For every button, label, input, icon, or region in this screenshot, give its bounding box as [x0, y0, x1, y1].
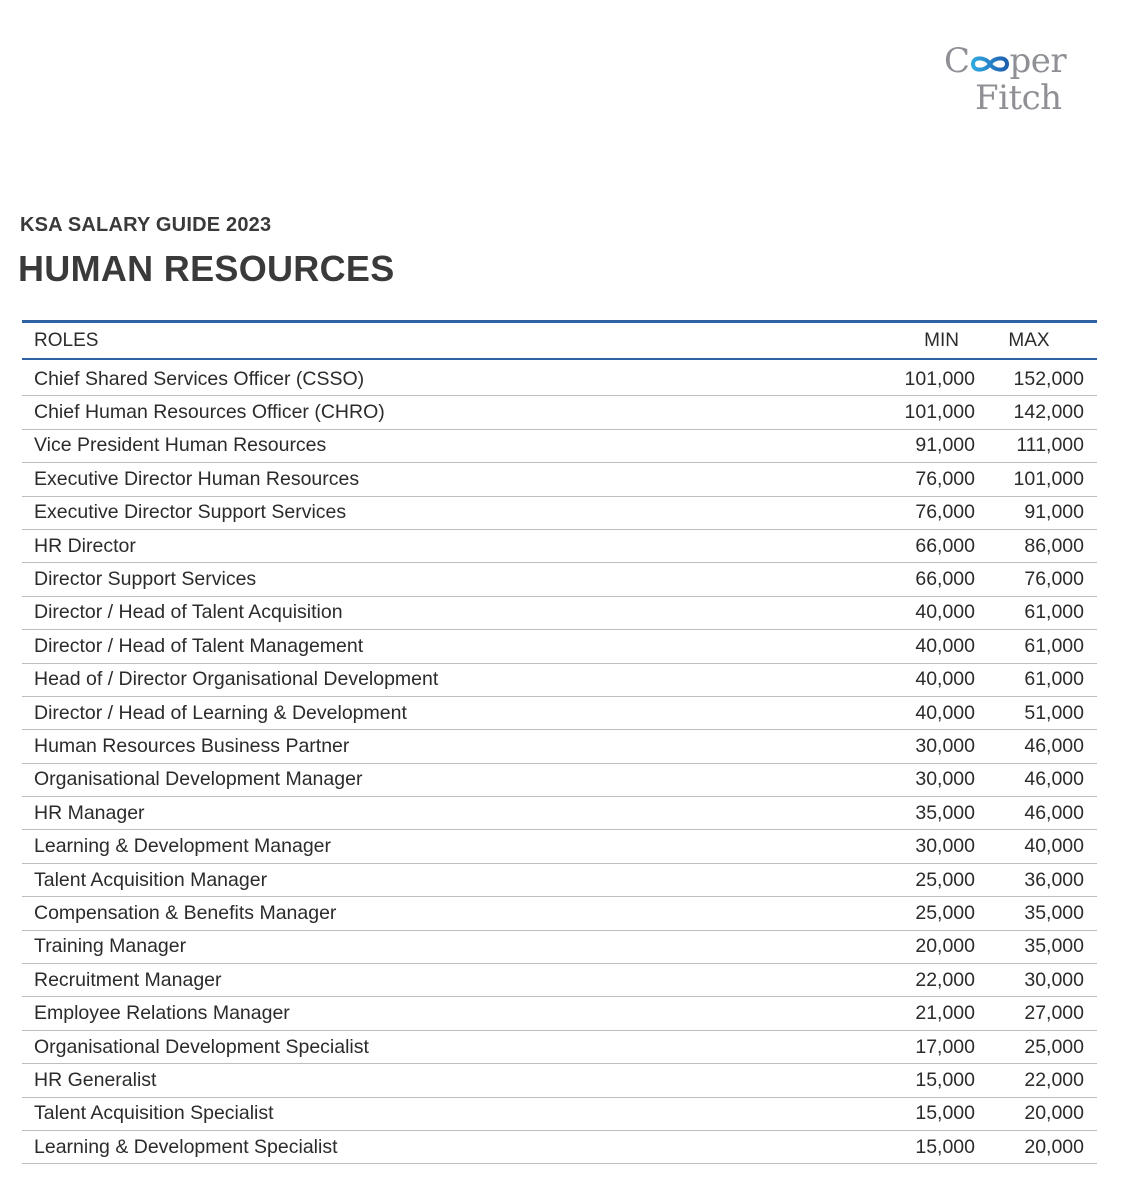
min-cell: 91,000: [915, 434, 975, 457]
role-cell: Learning & Development Manager: [34, 835, 332, 858]
table-row: [22, 730, 1097, 763]
max-cell: 152,000: [1013, 367, 1084, 390]
table-row: [22, 697, 1097, 730]
max-cell: 46,000: [1024, 801, 1084, 824]
role-cell: Employee Relations Manager: [34, 1002, 290, 1025]
salary-table: [22, 320, 1097, 1164]
table-row: [22, 830, 1097, 863]
role-cell: Learning & Development Specialist: [34, 1135, 338, 1158]
min-cell: 30,000: [915, 768, 975, 791]
max-cell: 46,000: [1024, 734, 1084, 757]
logo-letters-per: per: [1009, 41, 1067, 81]
max-cell: 86,000: [1024, 534, 1084, 557]
column-header-roles: ROLES: [34, 329, 99, 351]
role-cell: Compensation & Benefits Manager: [34, 901, 337, 924]
min-cell: 66,000: [915, 568, 975, 591]
max-cell: 30,000: [1024, 968, 1084, 991]
table-row: [22, 563, 1097, 596]
max-cell: 61,000: [1024, 601, 1084, 624]
table-row: [22, 396, 1097, 429]
logo-line-cooper: [944, 41, 1094, 81]
table-row: [22, 1098, 1097, 1131]
min-cell: 66,000: [915, 534, 975, 557]
max-cell: 35,000: [1024, 901, 1084, 924]
min-cell: 21,000: [915, 1002, 975, 1025]
table-row: [22, 1064, 1097, 1097]
min-cell: 20,000: [915, 935, 975, 958]
role-cell: Organisational Development Manager: [34, 768, 363, 791]
max-cell: 27,000: [1024, 1002, 1084, 1025]
role-cell: HR Generalist: [34, 1068, 157, 1091]
max-cell: 101,000: [1013, 467, 1084, 490]
min-cell: 22,000: [915, 968, 975, 991]
role-cell: HR Manager: [34, 801, 145, 824]
table-row: [22, 597, 1097, 630]
guide-subtitle: KSA SALARY GUIDE 2023: [20, 214, 272, 236]
min-cell: 76,000: [915, 501, 975, 524]
table-row: [22, 797, 1097, 830]
max-cell: 40,000: [1024, 835, 1084, 858]
min-cell: 101,000: [904, 401, 975, 424]
role-cell: Head of / Director Organisational Development: [34, 668, 439, 691]
role-cell: Vice President Human Resources: [34, 434, 327, 457]
max-cell: 46,000: [1024, 768, 1084, 791]
table-row: [22, 897, 1097, 930]
min-cell: 101,000: [904, 367, 975, 390]
table-row: [22, 497, 1097, 530]
role-cell: Director / Head of Talent Management: [34, 634, 364, 657]
min-cell: 25,000: [915, 868, 975, 891]
table-body: [22, 363, 1097, 1164]
min-cell: 35,000: [915, 801, 975, 824]
table-row: [22, 530, 1097, 563]
max-cell: 111,000: [1016, 434, 1084, 457]
role-cell: Training Manager: [34, 935, 187, 958]
role-cell: Recruitment Manager: [34, 968, 222, 991]
table-row: [22, 997, 1097, 1030]
min-cell: 30,000: [915, 734, 975, 757]
table-row: [22, 363, 1097, 396]
role-cell: Organisational Development Specialist: [34, 1035, 369, 1058]
min-cell: 40,000: [915, 601, 975, 624]
min-cell: 15,000: [915, 1102, 975, 1125]
min-cell: 25,000: [915, 901, 975, 924]
max-cell: 35,000: [1024, 935, 1084, 958]
min-cell: 76,000: [915, 467, 975, 490]
logo-letter-c: C: [944, 41, 970, 81]
table-row: [22, 1031, 1097, 1064]
min-cell: 15,000: [915, 1135, 975, 1158]
min-cell: 40,000: [915, 668, 975, 691]
role-cell: Director / Head of Talent Acquisition: [34, 601, 343, 624]
min-cell: 17,000: [915, 1035, 975, 1058]
role-cell: Director Support Services: [34, 568, 257, 591]
table-row: [22, 430, 1097, 463]
logo-line-fitch: Fitch: [975, 78, 1062, 118]
table-row: [22, 664, 1097, 697]
column-header-min: MIN: [924, 329, 959, 351]
max-cell: 142,000: [1013, 401, 1084, 424]
table-row: [22, 864, 1097, 897]
table-header-row: [22, 323, 1097, 360]
role-cell: Chief Shared Services Officer (CSSO): [34, 367, 365, 390]
max-cell: 61,000: [1024, 634, 1084, 657]
max-cell: 61,000: [1024, 668, 1084, 691]
min-cell: 30,000: [915, 835, 975, 858]
min-cell: 15,000: [915, 1068, 975, 1091]
max-cell: 20,000: [1024, 1135, 1084, 1158]
infinity-icon: [969, 47, 1011, 81]
role-cell: Talent Acquisition Manager: [34, 868, 268, 891]
table-row: [22, 764, 1097, 797]
max-cell: 22,000: [1024, 1068, 1084, 1091]
max-cell: 25,000: [1024, 1035, 1084, 1058]
max-cell: 91,000: [1024, 501, 1084, 524]
role-cell: Executive Director Support Services: [34, 501, 347, 524]
max-cell: 51,000: [1024, 701, 1084, 724]
max-cell: 36,000: [1024, 868, 1084, 891]
table-row: [22, 964, 1097, 997]
role-cell: HR Director: [34, 534, 136, 557]
cooper-fitch-logo: [930, 41, 1080, 118]
column-header-max: MAX: [1008, 329, 1050, 351]
table-row: [22, 931, 1097, 964]
page-title: HUMAN RESOURCES: [18, 248, 395, 289]
min-cell: 40,000: [915, 701, 975, 724]
max-cell: 20,000: [1024, 1102, 1084, 1125]
table-row: [22, 463, 1097, 496]
role-cell: Human Resources Business Partner: [34, 734, 350, 757]
table-row: [22, 1131, 1097, 1164]
max-cell: 76,000: [1024, 568, 1084, 591]
role-cell: Talent Acquisition Specialist: [34, 1102, 274, 1125]
role-cell: Chief Human Resources Officer (CHRO): [34, 401, 385, 424]
min-cell: 40,000: [915, 634, 975, 657]
role-cell: Executive Director Human Resources: [34, 467, 360, 490]
table-row: [22, 630, 1097, 663]
role-cell: Director / Head of Learning & Development: [34, 701, 407, 724]
